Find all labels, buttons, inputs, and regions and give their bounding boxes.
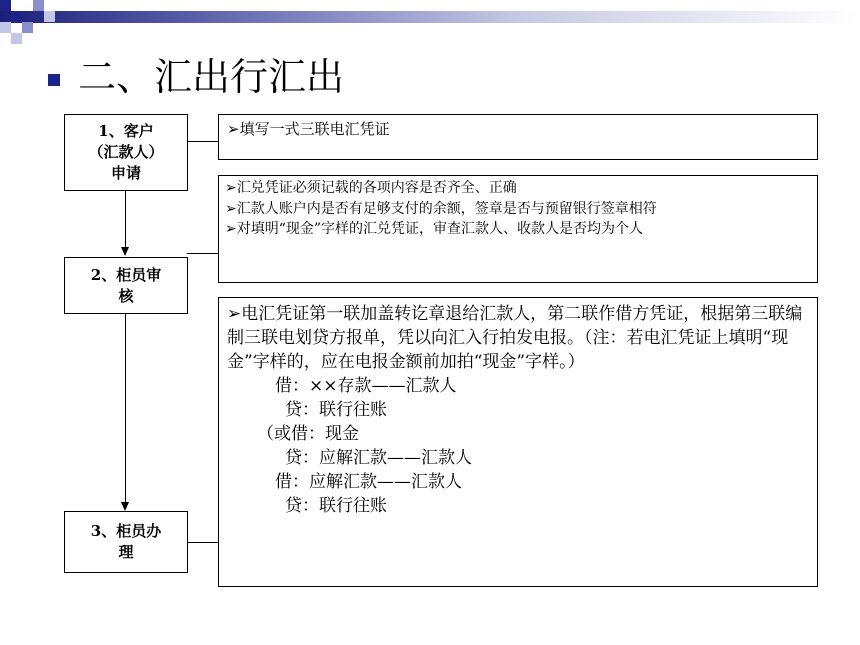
step-label-line: 理	[118, 543, 134, 561]
decor-square	[0, 0, 11, 11]
connector-step3-note3	[187, 542, 219, 543]
flow-arrow-down-icon	[121, 502, 129, 511]
decor-square	[44, 11, 55, 22]
decor-square	[22, 22, 33, 33]
journal-entry-line: 贷：联行往账	[285, 400, 387, 420]
decor-square	[0, 22, 11, 33]
note-line: ➢汇款人账户内是否有足够支付的余额，签章是否与预留银行签章相符	[225, 200, 657, 217]
decor-square	[11, 33, 22, 44]
step-box-2	[64, 257, 188, 314]
note-line: ➢填写一式三联电汇凭证	[227, 120, 390, 138]
note-line: ➢对填明“现金”字样的汇兑凭证，审查汇款人、收款人是否均为个人	[225, 221, 644, 237]
note-paragraph: ➢电汇凭证第一联加盖转讫章退给汇款人，第二联作借方凭证，根据第三联编制三联电划贷方报单，凭以向汇入行拍发电报。（注：若电汇凭证上填明“现金”字样的，应在电报金额前加拍“现金”字样。）	[227, 304, 803, 372]
note-box-1	[218, 114, 818, 160]
flow-line-2-3	[125, 313, 126, 503]
note-box-3	[218, 297, 818, 587]
journal-entry-line: 贷：联行往账	[285, 496, 387, 516]
connector-step1-note1	[187, 141, 219, 142]
step-label-line: 2、柜员审	[90, 265, 162, 284]
step-label-line: 申请	[110, 164, 141, 182]
header-gradient-band	[0, 11, 860, 23]
step-label-line: 核	[118, 286, 134, 305]
journal-entry-line: 贷：应解汇款——汇款人	[285, 448, 472, 468]
note-box-2	[218, 175, 818, 283]
journal-entry-line: （或借：现金	[257, 424, 359, 444]
title-text: 二、汇出行汇出	[78, 55, 345, 99]
note-line: ➢汇兑凭证必须记载的各项内容是否齐全、正确	[225, 180, 517, 196]
journal-entry-line: 借：应解汇款——汇款人	[275, 472, 462, 492]
decor-square	[11, 11, 22, 22]
step-label-line: 1、客户	[98, 122, 154, 140]
title-bullet-icon	[48, 74, 60, 86]
step-label-line: 3、柜员办	[90, 522, 162, 540]
flow-line-1-2	[125, 190, 126, 249]
step-box-1	[64, 114, 188, 191]
step-label-line: （汇款人）	[88, 143, 164, 161]
step-box-3	[64, 511, 188, 573]
flow-arrow-down-icon	[121, 247, 129, 256]
journal-entry-line: 借：××存款——汇款人	[275, 376, 457, 396]
decor-square	[33, 0, 44, 11]
connector-step2-note2	[187, 253, 219, 254]
